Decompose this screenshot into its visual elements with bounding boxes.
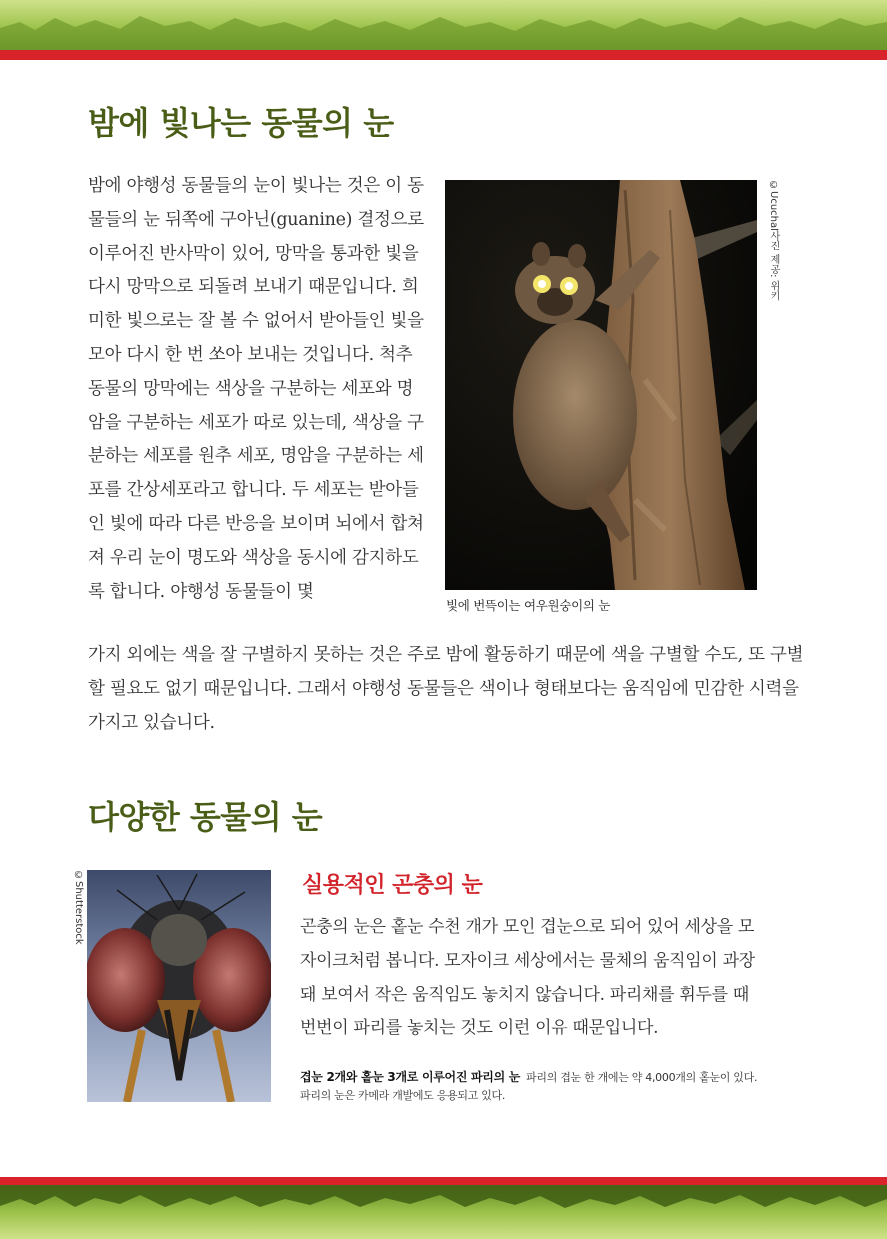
lemur-photo (445, 180, 757, 590)
grass-border-bottom (0, 1177, 887, 1239)
caption-text: 파리의 겹눈 한 개에는 약 4,000개의 홑눈이 있다. 파리의 눈은 카메라 개발에도 응용되고 있다. (300, 1071, 758, 1102)
insect-eye-paragraph: 곤충의 눈은 홑눈 수천 개가 모인 겹눈으로 되어 있어 세상을 모자이크처럼 봅니다. 모자이크 세상에서는 물체의 움직임이 과장돼 보여서 작은 움직임도 놓치지 않습니다. 파리채를 휘두를 때 번번이 파리를 놓치는 것도 이런 이유 때문입니다. (300, 917, 755, 1039)
section-title-night-eyes: 밤에 빛나는 동물의 눈 (88, 104, 394, 142)
caption-heading: 겹눈 2개와 홑눈 3개로 이루어진 파리의 눈 (300, 1070, 521, 1084)
photo-credit: ©Ucuchal사진 제공: 위키 (768, 180, 779, 301)
fly-photo-caption (300, 1068, 770, 1105)
body-paragraph-full: 가지 외에는 색을 잘 구별하지 못하는 것은 주로 밤에 활동하기 때문에 색을 구별할 수도, 또 구별할 필요도 없기 때문입니다. 그래서 야행성 동물들은 색이나 형태보다는 움직임에 민감한 시력을 가지고 있습니다. (88, 645, 804, 733)
grass-border-top (0, 0, 887, 62)
fly-photo (87, 870, 271, 1102)
section-title-various-eyes: 다양한 동물의 눈 (88, 798, 323, 836)
photo-caption: 빛에 번뜩이는 여우원숭이의 눈 (446, 598, 611, 613)
subsection-title: 실용적인 곤충의 눈 (302, 873, 483, 898)
photo-credit: ©Shutterstock (73, 870, 84, 945)
body-paragraph-wrapped: 밤에 야행성 동물들의 눈이 빛나는 것은 이 동물들의 눈 뒤쪽에 구아닌(guanine) 결정으로 이루어진 반사막이 있어, 망막을 통과한 빛을 다시 망막으로 되돌려 보내기 때문입니다. 희미한 빛으로는 잘 볼 수 없어서 받아들인 빛을 모아 다시 한 번 쏘아 보내는 것입니다. 척추동물의 망막에는 색상을 구분하는 세포와 명암을 구분하는 세포가 따로 있는데, 색상을 구분하는 세포를 원추 세포, 명암을 구분하는 세포를 간상세포라고 합니다. 두 세포는 받아들인 빛에 따라 다른 반응을 보이며 뇌에서 합쳐져 우리 눈이 명도와 색상을 동시에 감지하도록 합니다. 야행성 동물들이 몇 (88, 176, 424, 602)
